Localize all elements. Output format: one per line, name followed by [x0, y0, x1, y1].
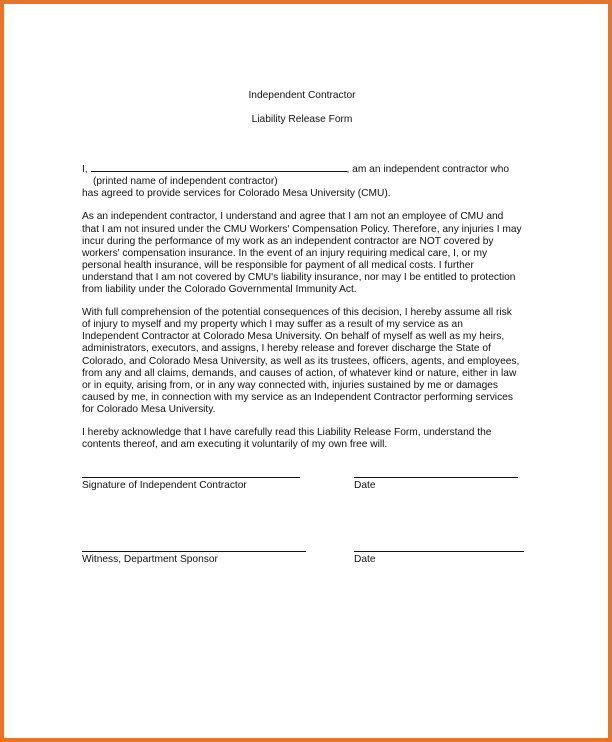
- name-field-hint: (printed name of independent contractor): [93, 176, 278, 188]
- contractor-name-field[interactable]: [91, 162, 347, 172]
- date1-line[interactable]: [354, 477, 518, 478]
- signature-row-witness: [82, 551, 522, 587]
- intro-line2: has agreed to provide services for Colorado Mesa University (CMU).: [82, 188, 391, 200]
- paragraph-acknowledgement: I hereby acknowledge that I have carefully read this Liability Release Form, understand the contents thereof, and am executing it voluntarily of my own free will.: [82, 426, 492, 451]
- intro-suffix: , am an independent contractor who: [346, 164, 510, 176]
- date2-label: Date: [354, 554, 376, 566]
- intro-prefix: I,: [82, 164, 88, 176]
- witness-signature-label: Witness, Department Sponsor: [82, 554, 218, 566]
- date1-label: Date: [354, 480, 376, 492]
- contractor-signature-label: Signature of Independent Contractor: [82, 480, 247, 492]
- name-line: [82, 162, 522, 176]
- paragraph-release: With full comprehension of the potential consequences of this decision, I hereby assume all risk of injury to myself and my property which I may suffer as a result of my service as an Independent Contractor at Colorado Mesa University. On behalf of myself as well as my heirs, administrators, executors, and assigns, I hereby release and forever discharge the State of Colorado, and Colorado Mesa University, as well as its trustees, officers, agents, and employees, from any and all claims, demands, and causes of action, of whatever kind or nature, either in law or in equity, arising from, or in any way connected with, injuries sustained by me or damages caused by me, in connection with my service as an Independent Contractor performing services for Colorado Mesa University.: [82, 307, 520, 415]
- paragraph-insurance: As an independent contractor, I understand and agree that I am not an employee of CMU and that I am not insured under the CMU Workers' Compensation Policy. Therefore, any injuries I may incur during the performance of my work as an independent contractor are NOT covered by workers' compensation insurance. In the event of an injury requiring medical care, I, or my personal health insurance, will be responsible for payment of all medical costs. I further understand that I am not covered by CMU's liability insurance, nor may I be entitled to protection from liability under the Colorado Governmental Immunity Act.: [82, 211, 522, 296]
- form-title: Independent Contractor: [248, 90, 356, 101]
- date2-line[interactable]: [354, 551, 524, 552]
- contractor-signature-line[interactable]: [82, 477, 300, 478]
- intro-section: [82, 162, 522, 200]
- document-page: [82, 88, 522, 587]
- form-subtitle: Liability Release Form: [251, 114, 353, 126]
- witness-signature-line[interactable]: [82, 551, 306, 552]
- signature-row-contractor: [82, 477, 522, 513]
